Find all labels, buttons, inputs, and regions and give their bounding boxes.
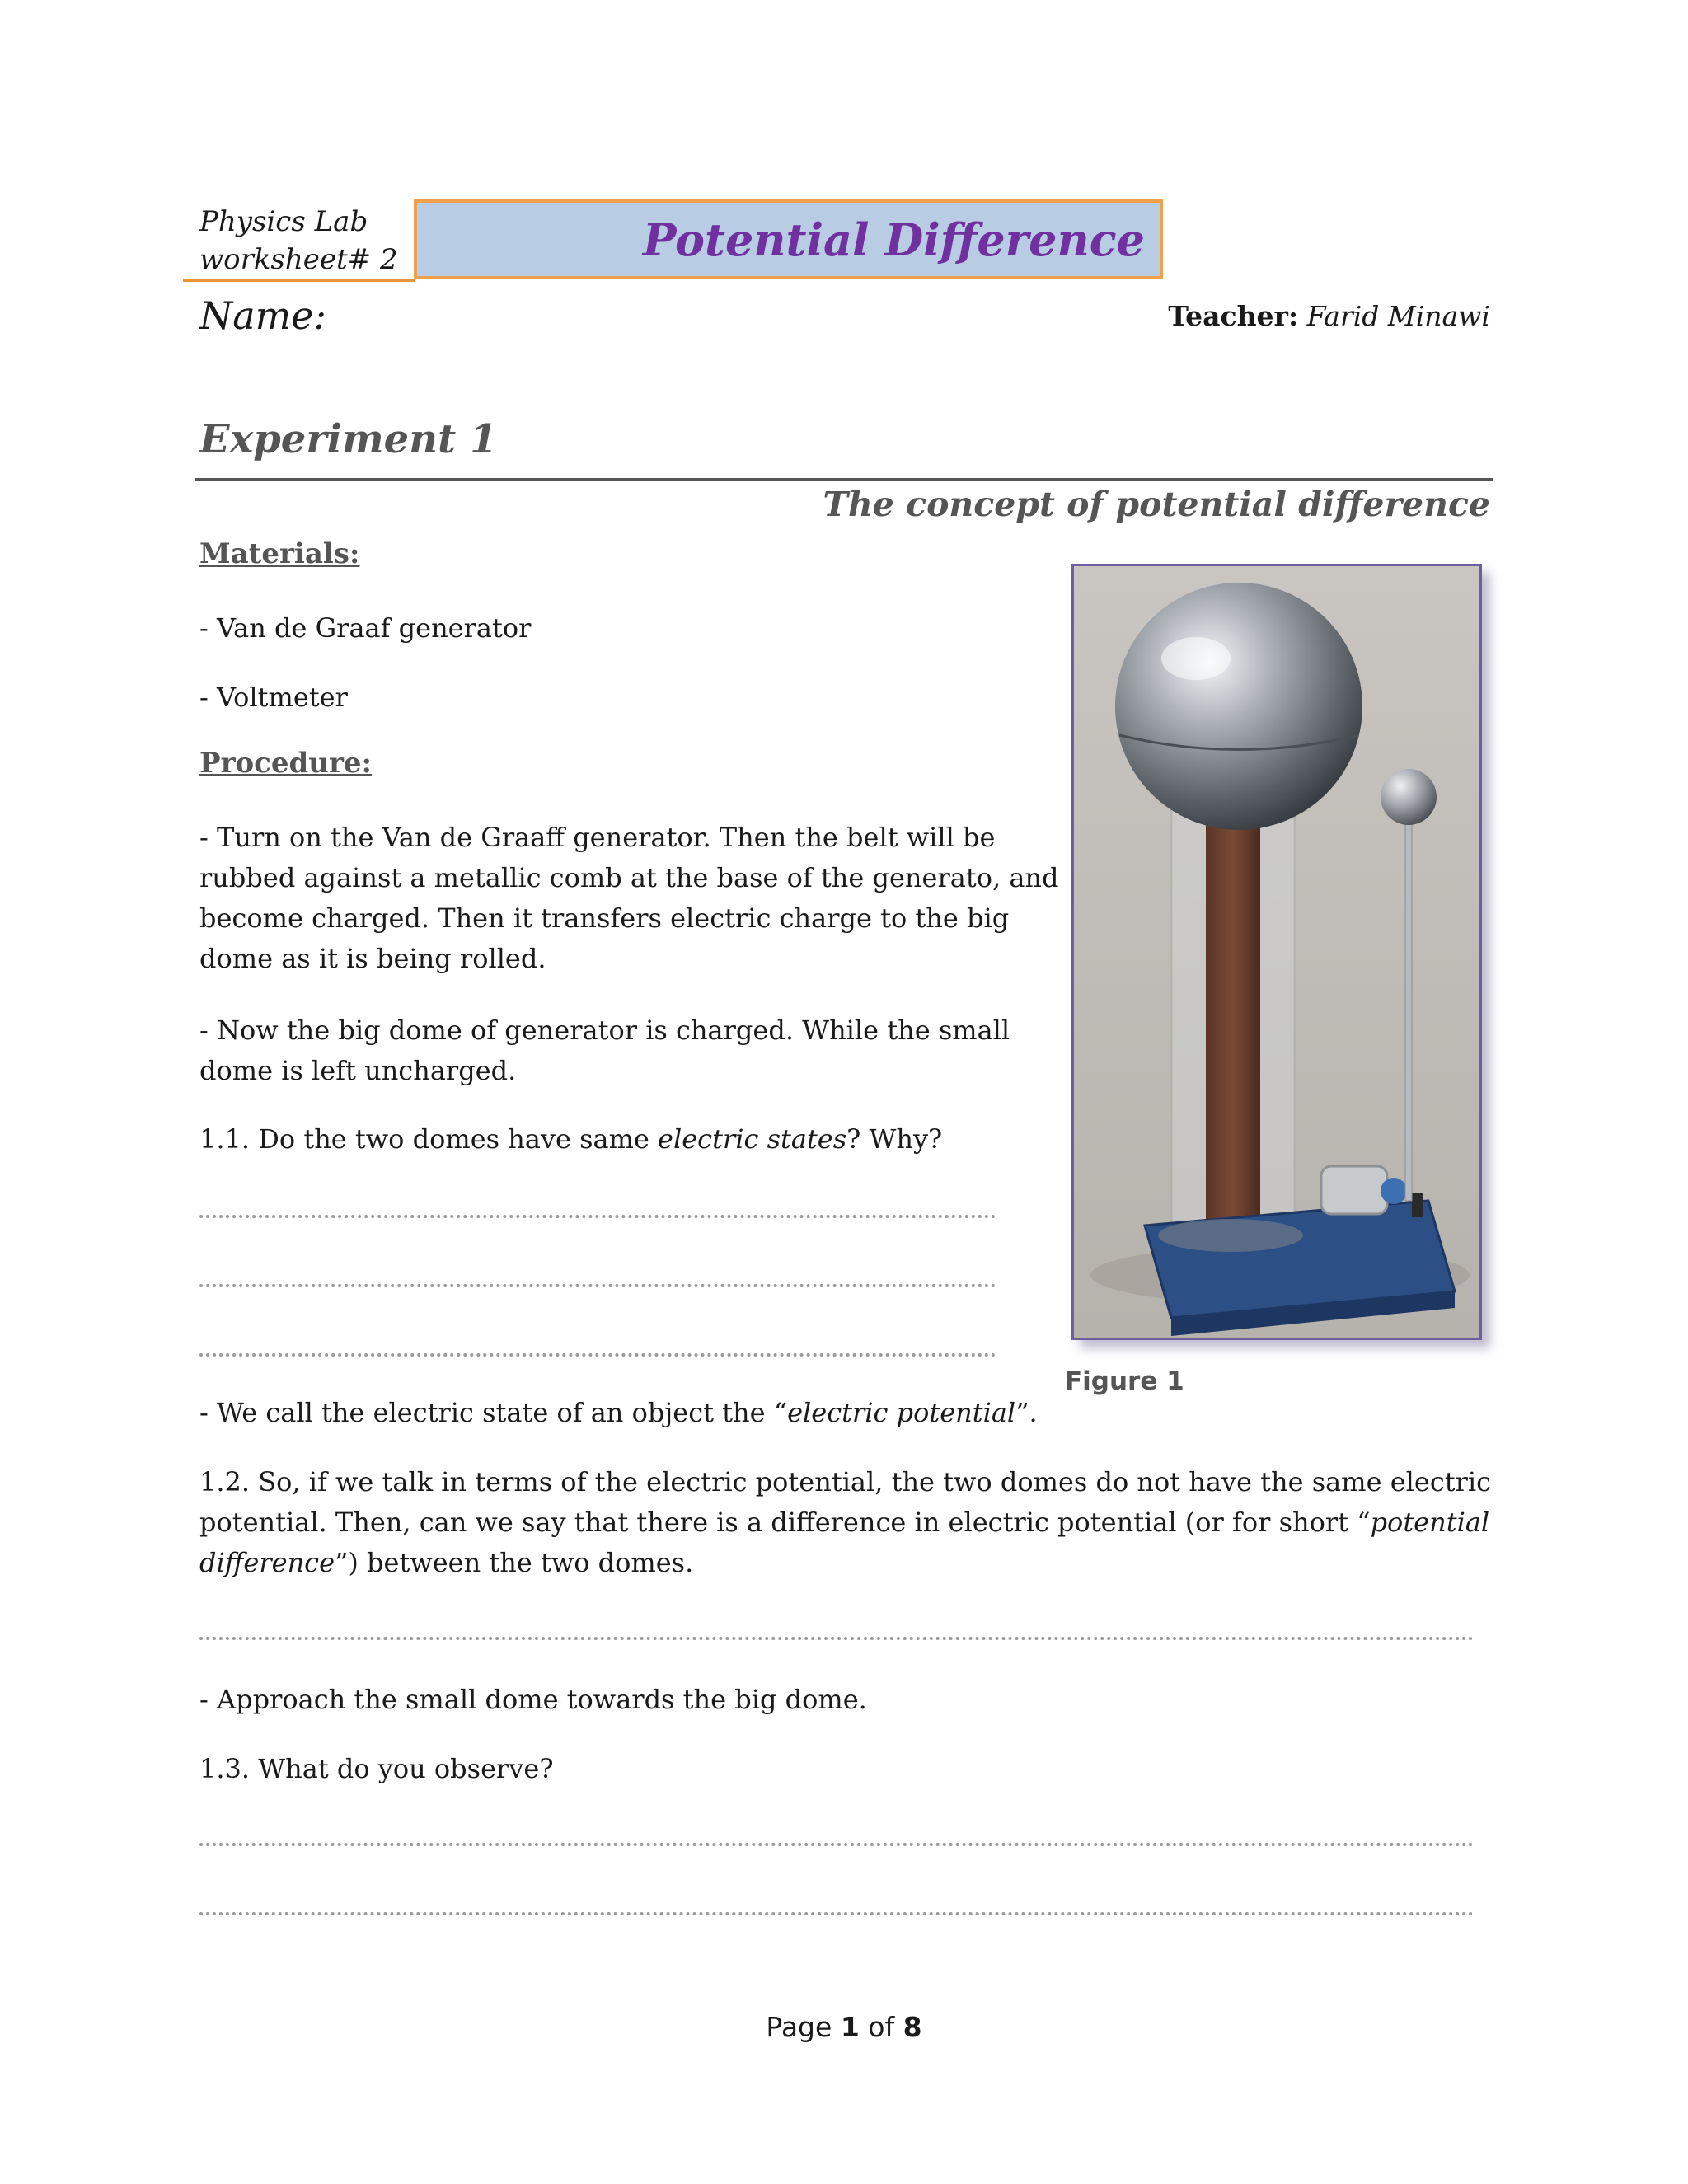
question-1-2 [199, 1462, 1491, 1583]
definition-term: electric potential [787, 1397, 1016, 1428]
page-number [0, 2011, 1688, 2043]
answer-line[interactable] [199, 1215, 996, 1218]
teacher-label: Teacher: [1168, 300, 1299, 332]
text-line: - Now the big dome of generator is charged. While the small [199, 1015, 1010, 1046]
question-text: ? Why? [846, 1123, 943, 1155]
of-word: of [868, 2011, 895, 2043]
teacher-name: Farid Minawi [1306, 300, 1490, 332]
experiment-subtitle: The concept of potential difference [823, 485, 1490, 524]
text-line: 1.2. So, if we talk in terms of the electric potential, the two domes do not have the same electric [199, 1466, 1492, 1497]
page-word: Page [766, 2011, 832, 2043]
material-item: - Voltmeter [199, 682, 348, 713]
figure-caption: Figure 1 [1065, 1366, 1184, 1396]
question-text: 1.1. Do the two domes have same [199, 1123, 659, 1155]
title-banner [414, 199, 1163, 279]
answer-line[interactable] [199, 1912, 1474, 1915]
name-label: Name: [199, 293, 327, 338]
definition-text [199, 1393, 1038, 1433]
course-line-1: Physics Lab [199, 205, 368, 238]
question-1-1 [199, 1119, 942, 1160]
text-line: become charged. Then it transfers electric charge to the big [199, 902, 1010, 934]
procedure-step-2 [199, 1010, 1010, 1091]
question-emphasis: difference [199, 1547, 335, 1578]
current-page: 1 [840, 2011, 860, 2043]
answer-line[interactable] [199, 1637, 1474, 1640]
procedure-heading: Procedure: [199, 747, 373, 780]
materials-heading: Materials: [199, 537, 360, 570]
experiment-title: Experiment 1 [199, 416, 498, 462]
question-emphasis: electric states [658, 1123, 847, 1155]
question-text: potential. Then, can we say that there is a difference in electric potential (or for short “ [199, 1507, 1371, 1538]
definition-part: - We call the electric state of an object the “ [199, 1397, 788, 1428]
van-de-graaff-illustration [1074, 566, 1479, 1338]
text-line: dome is left uncharged. [199, 1055, 517, 1086]
text-line [199, 1543, 1491, 1583]
answer-line[interactable] [199, 1843, 1474, 1846]
experiment-divider [195, 478, 1493, 481]
course-line-2: worksheet# 2 [199, 243, 398, 276]
teacher-info [1168, 300, 1490, 332]
total-pages: 8 [903, 2011, 922, 2043]
answer-line[interactable] [199, 1284, 996, 1287]
figure-1-image [1071, 564, 1482, 1340]
text-line: - Turn on the Van de Graaff generator. Then the belt will be [199, 822, 996, 853]
procedure-step-1 [199, 818, 1058, 979]
question-1-3: 1.3. What do you observe? [199, 1753, 554, 1784]
page-title: Potential Difference [642, 213, 1145, 266]
question-text: ”) between the two domes. [335, 1547, 694, 1578]
text-line [199, 1502, 1491, 1543]
material-item: - Van de Graaf generator [199, 612, 532, 644]
answer-line[interactable] [199, 1353, 996, 1357]
approach-instruction: - Approach the small dome towards the big dome. [199, 1684, 867, 1715]
course-label [199, 203, 398, 279]
text-line: dome as it is being rolled. [199, 943, 546, 974]
text-line: rubbed against a metallic comb at the base of the generato, and [199, 862, 1059, 893]
question-emphasis: potential [1370, 1507, 1490, 1538]
definition-part: ”. [1015, 1397, 1038, 1428]
header-divider [183, 279, 415, 282]
